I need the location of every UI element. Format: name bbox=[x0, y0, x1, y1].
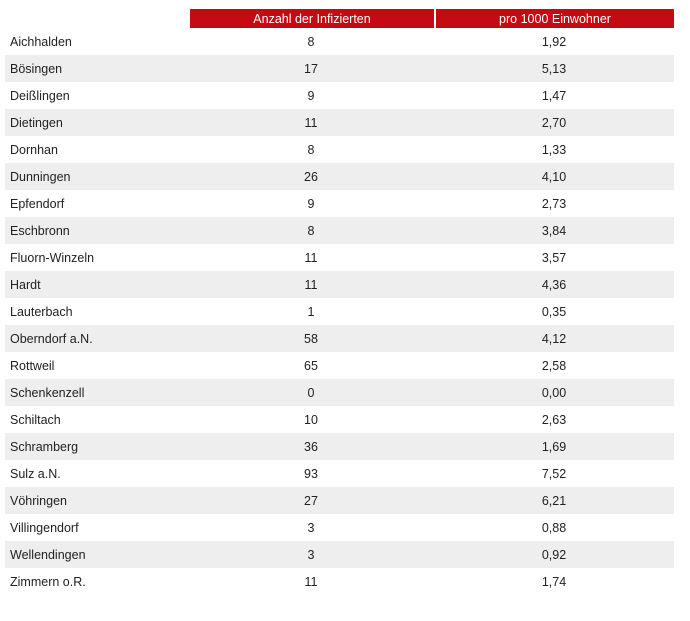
per-1000-cell: 0,35 bbox=[434, 298, 674, 325]
municipality-cell: Dunningen bbox=[5, 163, 188, 190]
infected-count-cell: 9 bbox=[188, 190, 434, 217]
infected-count-cell: 11 bbox=[188, 271, 434, 298]
infection-table-container bbox=[5, 9, 674, 595]
table-row bbox=[5, 487, 674, 514]
infected-count-cell: 0 bbox=[188, 379, 434, 406]
per-1000-cell: 2,63 bbox=[434, 406, 674, 433]
per-1000-cell: 0,92 bbox=[434, 541, 674, 568]
header-per-1000: pro 1000 Einwohner bbox=[434, 9, 674, 28]
table-row bbox=[5, 433, 674, 460]
infected-count-cell: 8 bbox=[188, 136, 434, 163]
table-row bbox=[5, 190, 674, 217]
municipality-cell: Deißlingen bbox=[5, 82, 188, 109]
per-1000-cell: 1,92 bbox=[434, 28, 674, 55]
infected-count-cell: 8 bbox=[188, 28, 434, 55]
per-1000-cell: 3,57 bbox=[434, 244, 674, 271]
header-municipality bbox=[5, 9, 188, 28]
per-1000-cell: 5,13 bbox=[434, 55, 674, 82]
municipality-cell: Bösingen bbox=[5, 55, 188, 82]
municipality-cell: Dornhan bbox=[5, 136, 188, 163]
header-row bbox=[5, 9, 674, 28]
per-1000-cell: 1,33 bbox=[434, 136, 674, 163]
per-1000-cell: 2,58 bbox=[434, 352, 674, 379]
municipality-cell: Fluorn-Winzeln bbox=[5, 244, 188, 271]
table-row bbox=[5, 244, 674, 271]
per-1000-cell: 2,70 bbox=[434, 109, 674, 136]
municipality-cell: Eschbronn bbox=[5, 217, 188, 244]
table-row bbox=[5, 217, 674, 244]
per-1000-cell: 0,88 bbox=[434, 514, 674, 541]
per-1000-cell: 2,73 bbox=[434, 190, 674, 217]
infected-count-cell: 11 bbox=[188, 109, 434, 136]
municipality-cell: Villingendorf bbox=[5, 514, 188, 541]
table-row bbox=[5, 55, 674, 82]
municipality-cell: Rottweil bbox=[5, 352, 188, 379]
table-row bbox=[5, 163, 674, 190]
table-row bbox=[5, 568, 674, 595]
table-body bbox=[5, 28, 674, 595]
table-row bbox=[5, 325, 674, 352]
municipality-cell: Schiltach bbox=[5, 406, 188, 433]
infected-count-cell: 36 bbox=[188, 433, 434, 460]
table-row bbox=[5, 379, 674, 406]
table-row bbox=[5, 28, 674, 55]
header-infected-count: Anzahl der Infizierten bbox=[188, 9, 434, 28]
infection-table bbox=[5, 9, 674, 595]
municipality-cell: Hardt bbox=[5, 271, 188, 298]
municipality-cell: Vöhringen bbox=[5, 487, 188, 514]
infected-count-cell: 8 bbox=[188, 217, 434, 244]
municipality-cell: Epfendorf bbox=[5, 190, 188, 217]
table-header bbox=[5, 9, 674, 28]
infected-count-cell: 17 bbox=[188, 55, 434, 82]
infected-count-cell: 10 bbox=[188, 406, 434, 433]
municipality-cell: Lauterbach bbox=[5, 298, 188, 325]
per-1000-cell: 6,21 bbox=[434, 487, 674, 514]
table-row bbox=[5, 109, 674, 136]
table-row bbox=[5, 136, 674, 163]
per-1000-cell: 1,69 bbox=[434, 433, 674, 460]
table-row bbox=[5, 298, 674, 325]
table-row bbox=[5, 352, 674, 379]
infected-count-cell: 65 bbox=[188, 352, 434, 379]
infected-count-cell: 58 bbox=[188, 325, 434, 352]
infected-count-cell: 1 bbox=[188, 298, 434, 325]
per-1000-cell: 1,74 bbox=[434, 568, 674, 595]
infected-count-cell: 27 bbox=[188, 487, 434, 514]
table-row bbox=[5, 82, 674, 109]
per-1000-cell: 4,10 bbox=[434, 163, 674, 190]
municipality-cell: Sulz a.N. bbox=[5, 460, 188, 487]
per-1000-cell: 3,84 bbox=[434, 217, 674, 244]
per-1000-cell: 0,00 bbox=[434, 379, 674, 406]
table-row bbox=[5, 406, 674, 433]
municipality-cell: Aichhalden bbox=[5, 28, 188, 55]
per-1000-cell: 1,47 bbox=[434, 82, 674, 109]
infected-count-cell: 26 bbox=[188, 163, 434, 190]
table-row bbox=[5, 271, 674, 298]
municipality-cell: Dietingen bbox=[5, 109, 188, 136]
infected-count-cell: 3 bbox=[188, 514, 434, 541]
municipality-cell: Oberndorf a.N. bbox=[5, 325, 188, 352]
per-1000-cell: 4,12 bbox=[434, 325, 674, 352]
infected-count-cell: 93 bbox=[188, 460, 434, 487]
table-row bbox=[5, 460, 674, 487]
infected-count-cell: 3 bbox=[188, 541, 434, 568]
table-row bbox=[5, 514, 674, 541]
infected-count-cell: 11 bbox=[188, 568, 434, 595]
municipality-cell: Schramberg bbox=[5, 433, 188, 460]
table-row bbox=[5, 541, 674, 568]
infected-count-cell: 11 bbox=[188, 244, 434, 271]
municipality-cell: Zimmern o.R. bbox=[5, 568, 188, 595]
per-1000-cell: 7,52 bbox=[434, 460, 674, 487]
municipality-cell: Wellendingen bbox=[5, 541, 188, 568]
infected-count-cell: 9 bbox=[188, 82, 434, 109]
municipality-cell: Schenkenzell bbox=[5, 379, 188, 406]
per-1000-cell: 4,36 bbox=[434, 271, 674, 298]
